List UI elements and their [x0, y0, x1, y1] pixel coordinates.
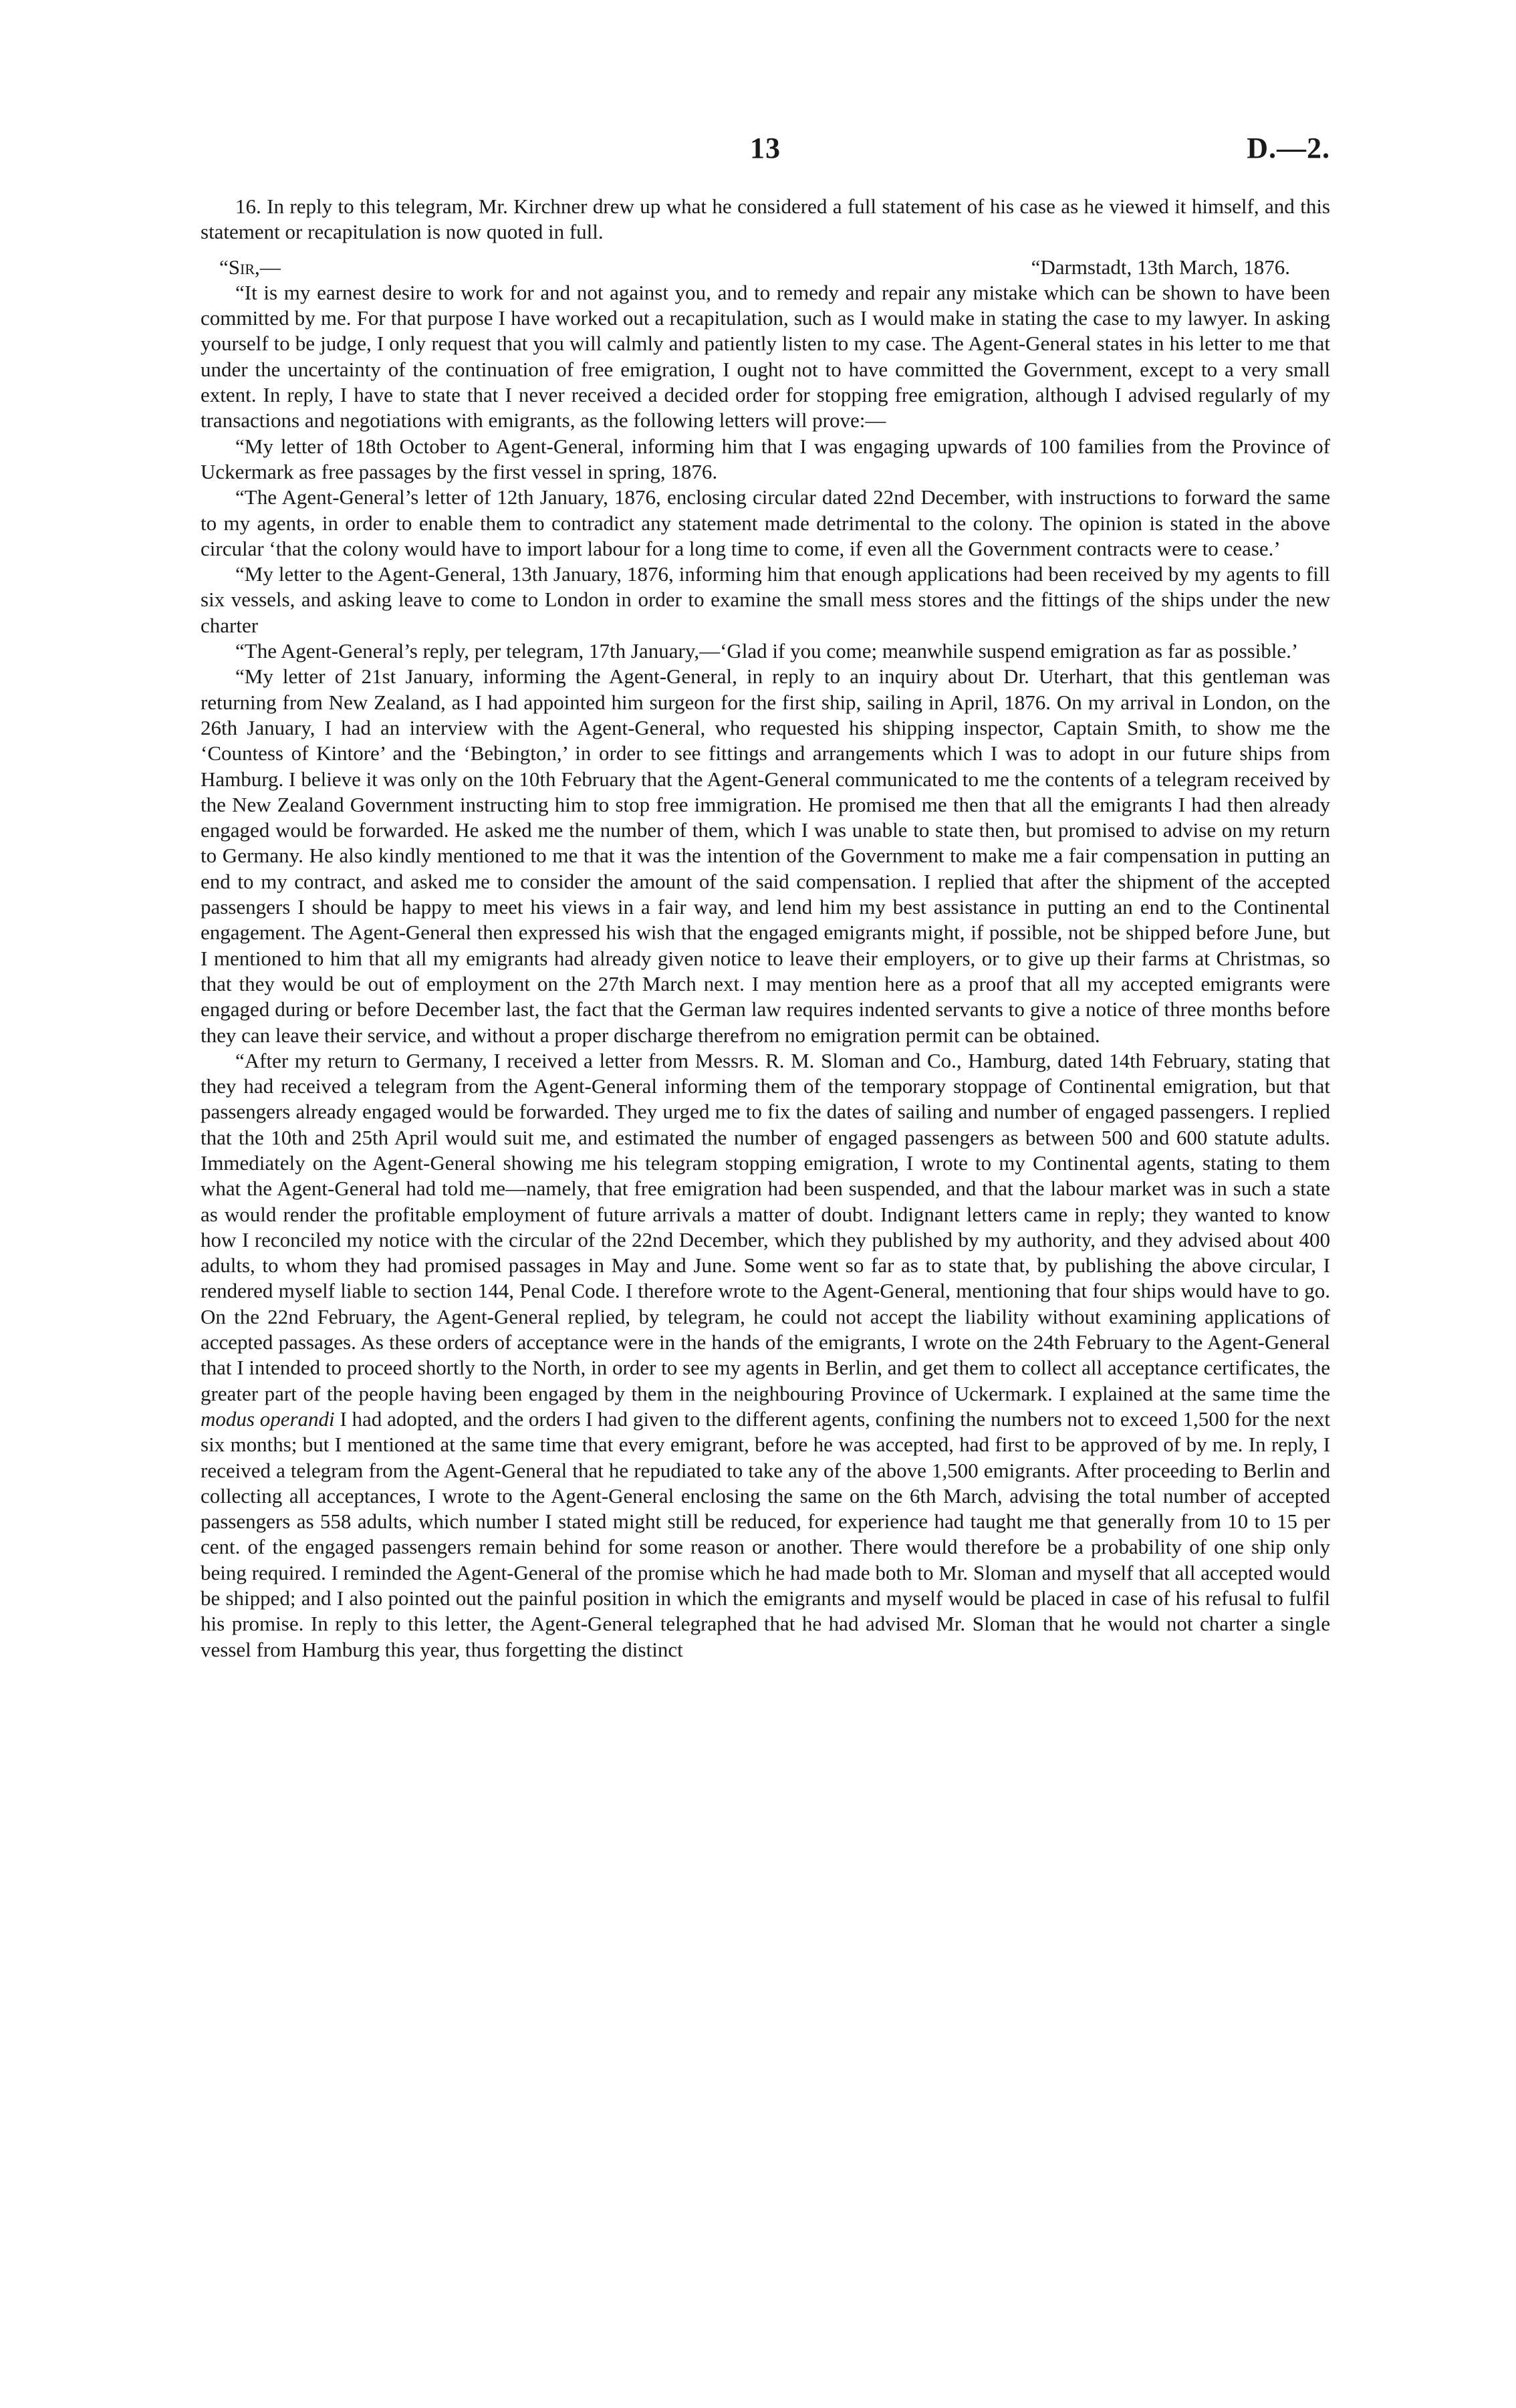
- dateline: “Darmstadt, 13th March, 1876.: [1031, 255, 1290, 279]
- letter-paragraph-text: “After my return to Germany, I received a letter from Messrs. R. M. Sloman and Co., Hamburg, dated 14th February, stating that they had received a telegram from the Agent-General informing them of the temporary stoppage of Continental emigration, but that passengers already engaged would be forwarded. They urged me to fix the dates of sailing and number of engaged passengers. I replied that the 10th and 25th April would suit me, and estimated the number of engaged passengers as between 500 and 600 statute adults. Immediately on the Agent-General showing me his telegram stopping emigration, I wrote to my Continental agents, stating to them what the Agent-General had told me—namely, that free emigration had been suspended, and that the labour market was in such a state as would render the profitable employment of future arrivals a matter of doubt. Indignant letters came in reply; they wanted to know how I reconciled my notice with the circular of the 22nd December, which they published by my authority, and they advised about 400 adults, to whom they had promised passages in May and June. Some went so far as to state that, by publishing the above circular, I rendered myself liable to section 144, Penal Code. I therefore wrote to the Agent-General, mentioning that four ships would have to go. On the 22nd February, the Agent-General replied, by telegram, he could not accept the liability without examining applications of accepted passages. As these orders of acceptance were in the hands of the emigrants, I wrote on the 24th February to the Agent-General that I intended to proceed shortly to the North, in order to see my agents in Berlin, and get them to collect all acceptance certificates, the greater part of the people having been engaged by them in the neighbouring Province of Uckermark. I explained at the same time the: [201, 1048, 1330, 1405]
- intro-paragraph: 16. In reply to this telegram, Mr. Kirchner drew up what he considered a full statement of his case as he viewed it himself, and this statement or recapitulation is now quoted in full.: [201, 195, 1330, 244]
- letter-paragraph: “My letter to the Agent-General, 13th January, 1876, informing him that enough applications had been received by my agents to fill six vessels, and asking leave to come to London in order to examine the small mess stores and the fittings of the ships under the new charter: [201, 562, 1330, 637]
- page-header: [201, 131, 1330, 171]
- letter-paragraph-final: [201, 1048, 1330, 1663]
- page-number: 13: [750, 132, 781, 164]
- document-body: [201, 194, 1330, 1663]
- italic-phrase: modus operandi: [201, 1407, 335, 1431]
- letter-paragraph: “My letter of 18th October to Agent-General, informing him that I was engaging upwards of 100 families from the Province of Uckermark as free passages by the first vessel in spring, 1876.: [201, 434, 1330, 483]
- letter-paragraph: “The Agent-General’s letter of 12th January, 1876, enclosing circular dated 22nd December, with instructions to forward the same to my agents, in order to enable them to contradict any statement made detrimental to the colony. The opinion is stated in the above circular ‘that the colony would have to import labour for a long time to come, if even all the Government contracts were to cease.’: [201, 485, 1330, 560]
- letter-heading: [201, 255, 1330, 280]
- document-reference: D.—2.: [1247, 132, 1330, 164]
- letter-paragraph-continuation: I had adopted, and the orders I had given to the different agents, confining the numbers not to exceed 1,500 for the next six months; but I mentioned at the same time that every emigrant, before he was accepted, had first to be approved of by me. In reply, I received a telegram from the Agent-General that he repudiated to take any of the above 1,500 emigrants. After proceeding to Berlin and collecting all acceptances, I wrote to the Agent-General enclosing the same on the 6th March, advising the total number of accepted passengers as 558 adults, which number I stated might still be reduced, for experience had taught me that generally from 10 to 15 per cent. of the engaged passengers remain behind for some reason or another. There would therefore be a probability of one ship only being required. I reminded the Agent-General of the promise which he had made both to Mr. Sloman and myself that all accepted would be shipped; and I also pointed out the painful position in which the emigrants and myself would be placed in case of his refusal to fulfil his promise. In reply to this letter, the Agent-General telegraphed that he had advised Mr. Sloman that he would not charter a single vessel from Hamburg this year, thus forgetting the distinct: [201, 1407, 1330, 1661]
- letter-paragraph: “My letter of 21st January, informing the Agent-General, in reply to an inquiry about Dr. Uterhart, that this gentleman was returning from New Zealand, as I had appointed him surgeon for the first ship, sailing in April, 1876. On my arrival in London, on the 26th January, I had an interview with the Agent-General, who requested his shipping inspector, Captain Smith, to show me the ‘Countess of Kintore’ and the ‘Bebington,’ in order to see fittings and arrangements which I was to adopt in our future ships from Hamburg. I believe it was only on the 10th February that the Agent-General communicated to me the contents of a telegram received by the New Zealand Government instructing him to stop free immigration. He promised me then that all the emigrants I had then already engaged would be forwarded. He asked me the number of them, which I was unable to state then, but promised to advise on my return to Germany. He also kindly mentioned to me that it was the intention of the Government to make me a fair compensation in putting an end to my contract, and asked me to consider the amount of the said compensation. I replied that after the shipment of the accepted passengers I should be happy to meet his views in a fair way, and lend him my best assistance in putting an end to the Continental engagement. The Agent-General then expressed his wish that the engaged emigrants might, if possible, not be shipped before June, but I mentioned to him that all my emigrants had already given notice to leave their employers, or to give up their farms at Christmas, so that they would be out of employment on the 27th March next. I may mention here as a proof that all my accepted emigrants were engaged during or before December last, the fact that the German law requires indented servants to give a notice of three months before they can leave their service, and without a proper discharge therefrom no emigration permit can be obtained.: [201, 665, 1330, 1047]
- letter-paragraph: “The Agent-General’s reply, per telegram, 17th January,—‘Glad if you come; meanwhile suspend emigration as far as possible.’: [235, 639, 1299, 663]
- letter-paragraph: “It is my earnest desire to work for and not against you, and to remedy and repair any mistake which can be shown to have been committed by me. For that purpose I have worked out a recapitulation, such as I would make in stating the case to my lawyer. In asking yourself to be judge, I only request that you will calmly and patiently listen to my case. The Agent-General states in his letter to me that under the uncertainty of the continuation of free emigration, I ought not to have committed the Government, except to a very small extent. In reply, I have to state that I never received a decided order for stopping free emigration, although I advised regularly of my transactions and negotiations with emigrants, as the following letters will prove:—: [201, 280, 1330, 433]
- salutation: “Sir,—: [219, 255, 281, 279]
